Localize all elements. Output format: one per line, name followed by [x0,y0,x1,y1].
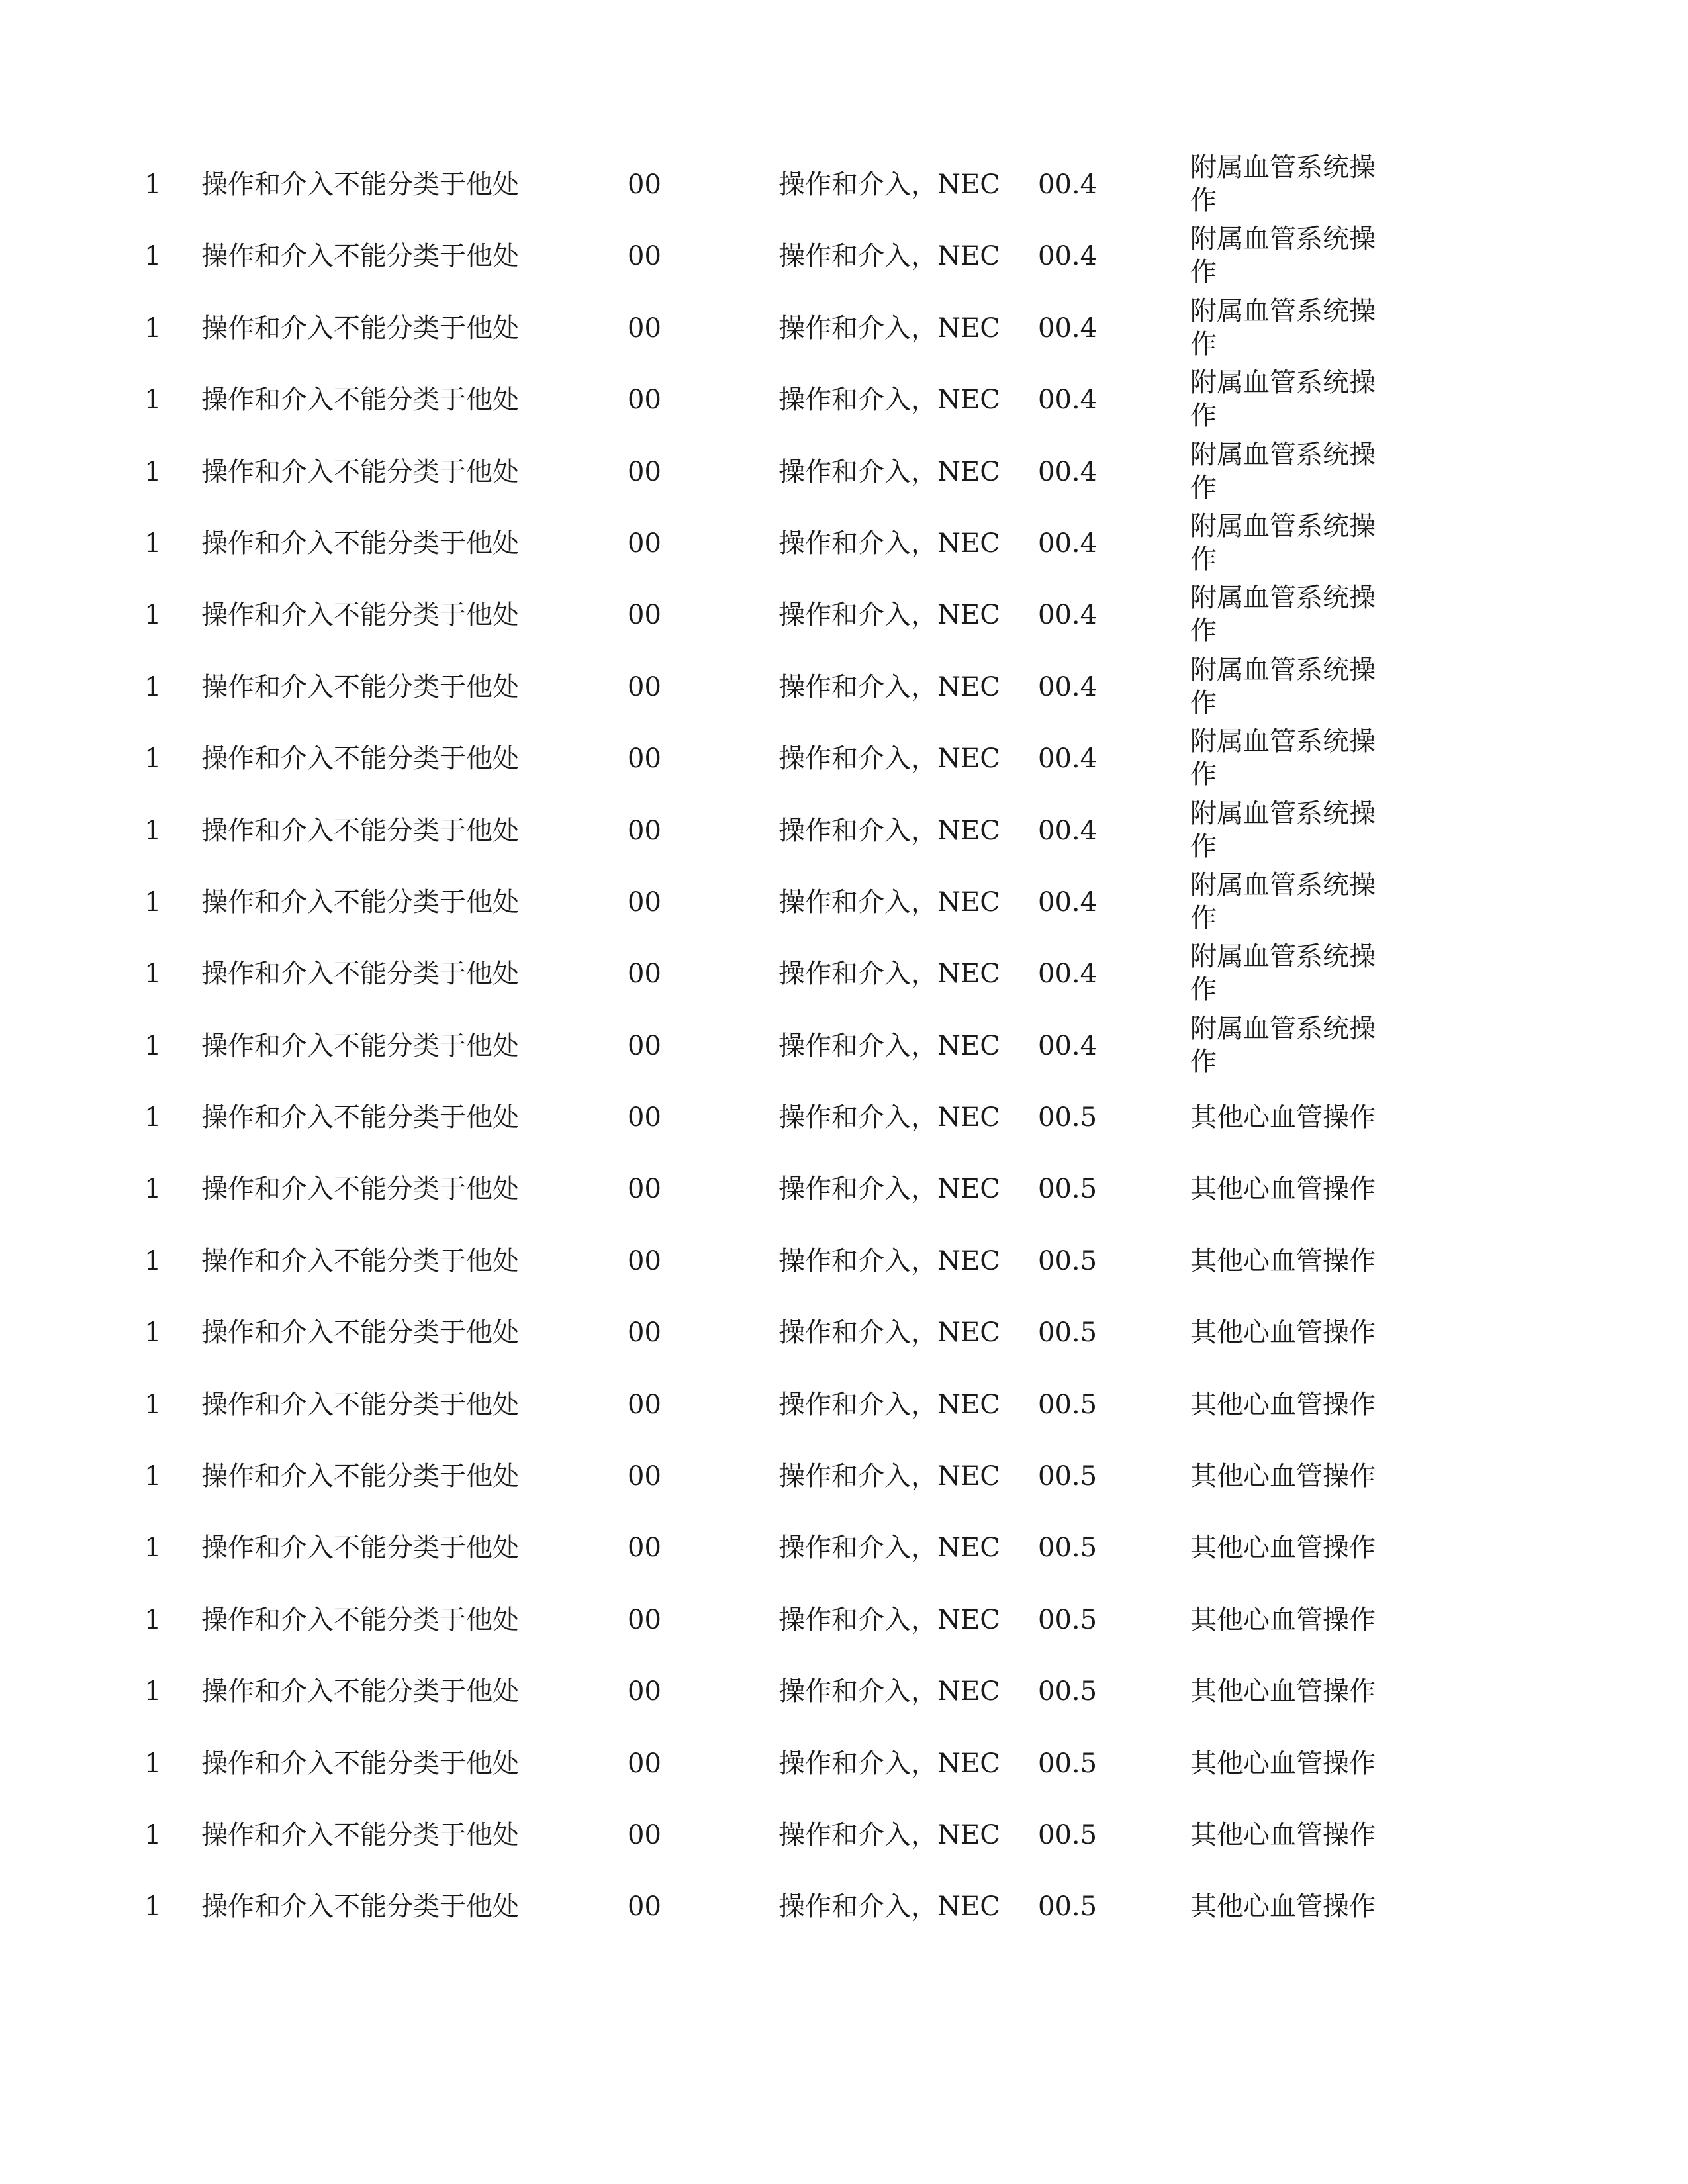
code-cell: 00 [628,886,661,918]
subname-cell: 其他心血管操作 [1190,1174,1376,1205]
level-cell: 1 [144,1102,162,1133]
chapter-cell: 操作和介入不能分类于他处 [201,671,519,702]
table-row [0,366,1688,438]
subname-cell: 附属血管系统操作 [1190,798,1376,862]
table-row [0,510,1688,581]
table-row [0,940,1688,1012]
subname-cell: 附属血管系统操作 [1190,510,1376,575]
subcode-cell: 00.5 [1038,1317,1098,1349]
chapter-cell: 操作和介入不能分类于他处 [201,815,519,846]
level-cell: 1 [144,1245,162,1276]
subcode-cell: 00.5 [1038,1102,1098,1133]
table-row [0,1514,1688,1586]
chapter-cell: 操作和介入不能分类于他处 [201,1819,519,1850]
level-cell: 1 [144,169,162,200]
code-cell: 00 [628,1102,661,1133]
level-cell: 1 [144,1676,162,1707]
section-cell: 操作和介入，NEC [778,1676,1000,1707]
subname-cell: 其他心血管操作 [1190,1389,1376,1420]
level-cell: 1 [144,385,162,416]
code-cell: 00 [628,671,661,702]
subcode-cell: 00.5 [1038,1245,1098,1276]
chapter-cell: 操作和介入不能分类于他处 [201,743,519,775]
chapter-cell: 操作和介入不能分类于他处 [201,886,519,918]
code-cell: 00 [628,1030,661,1061]
level-cell: 1 [144,1174,162,1205]
subname-cell: 附属血管系统操作 [1190,654,1376,718]
subcode-cell: 00.5 [1038,1461,1098,1492]
code-cell: 00 [628,528,661,559]
subname-cell: 附属血管系统操作 [1190,941,1376,1006]
subcode-cell: 00.5 [1038,1676,1098,1707]
table-row [0,725,1688,796]
table-row [0,1801,1688,1873]
section-cell: 操作和介入，NEC [778,1102,1000,1133]
section-cell: 操作和介入，NEC [778,1604,1000,1635]
table-row [0,1227,1688,1299]
section-cell: 操作和介入，NEC [778,1748,1000,1779]
subname-cell: 附属血管系统操作 [1190,295,1376,359]
code-cell: 00 [628,959,661,990]
code-cell: 00 [628,385,661,416]
subname-cell: 其他心血管操作 [1190,1317,1376,1349]
subname-cell: 附属血管系统操作 [1190,583,1376,647]
subcode-cell: 00.5 [1038,1891,1098,1923]
level-cell: 1 [144,1461,162,1492]
section-cell: 操作和介入，NEC [778,959,1000,990]
table-row [0,869,1688,940]
section-cell: 操作和介入，NEC [778,1174,1000,1205]
level-cell: 1 [144,886,162,918]
chapter-cell: 操作和介入不能分类于他处 [201,1461,519,1492]
code-cell: 00 [628,1389,661,1420]
table-row [0,438,1688,510]
subname-cell: 附属血管系统操作 [1190,726,1376,790]
code-cell: 00 [628,312,661,344]
chapter-cell: 操作和介入不能分类于他处 [201,241,519,272]
section-cell: 操作和介入，NEC [778,169,1000,200]
code-cell: 00 [628,1461,661,1492]
subcode-cell: 00.4 [1038,1030,1098,1061]
section-cell: 操作和介入，NEC [778,1461,1000,1492]
chapter-cell: 操作和介入不能分类于他处 [201,456,519,487]
chapter-cell: 操作和介入不能分类于他处 [201,1891,519,1923]
subname-cell: 其他心血管操作 [1190,1748,1376,1779]
subname-cell: 其他心血管操作 [1190,1533,1376,1564]
section-cell: 操作和介入，NEC [778,528,1000,559]
table-row [0,1155,1688,1227]
subname-cell: 其他心血管操作 [1190,1102,1376,1133]
table-row [0,1873,1688,1944]
subcode-cell: 00.4 [1038,528,1098,559]
subcode-cell: 00.4 [1038,456,1098,487]
code-cell: 00 [628,241,661,272]
section-cell: 操作和介入，NEC [778,385,1000,416]
code-cell: 00 [628,600,661,631]
level-cell: 1 [144,241,162,272]
chapter-cell: 操作和介入不能分类于他处 [201,1245,519,1276]
chapter-cell: 操作和介入不能分类于他处 [201,1102,519,1133]
level-cell: 1 [144,1317,162,1349]
chapter-cell: 操作和介入不能分类于他处 [201,312,519,344]
chapter-cell: 操作和介入不能分类于他处 [201,1317,519,1349]
level-cell: 1 [144,312,162,344]
chapter-cell: 操作和介入不能分类于他处 [201,169,519,200]
level-cell: 1 [144,1819,162,1850]
level-cell: 1 [144,671,162,702]
chapter-cell: 操作和介入不能分类于他处 [201,1748,519,1779]
table-row [0,1012,1688,1084]
level-cell: 1 [144,959,162,990]
code-cell: 00 [628,1533,661,1564]
chapter-cell: 操作和介入不能分类于他处 [201,959,519,990]
code-cell: 00 [628,1891,661,1923]
subcode-cell: 00.5 [1038,1533,1098,1564]
code-cell: 00 [628,1819,661,1850]
chapter-cell: 操作和介入不能分类于他处 [201,1676,519,1707]
section-cell: 操作和介入，NEC [778,1533,1000,1564]
subname-cell: 其他心血管操作 [1190,1604,1376,1635]
subcode-cell: 00.4 [1038,600,1098,631]
level-cell: 1 [144,1604,162,1635]
chapter-cell: 操作和介入不能分类于他处 [201,600,519,631]
section-cell: 操作和介入，NEC [778,1389,1000,1420]
code-cell: 00 [628,1245,661,1276]
section-cell: 操作和介入，NEC [778,1030,1000,1061]
subcode-cell: 00.5 [1038,1174,1098,1205]
level-cell: 1 [144,1891,162,1923]
subcode-cell: 00.4 [1038,743,1098,775]
level-cell: 1 [144,1533,162,1564]
subname-cell: 其他心血管操作 [1190,1819,1376,1850]
subcode-cell: 00.4 [1038,959,1098,990]
subcode-cell: 00.4 [1038,671,1098,702]
level-cell: 1 [144,600,162,631]
level-cell: 1 [144,456,162,487]
subcode-cell: 00.5 [1038,1604,1098,1635]
subcode-cell: 00.5 [1038,1819,1098,1850]
code-cell: 00 [628,1174,661,1205]
code-cell: 00 [628,815,661,846]
section-cell: 操作和介入，NEC [778,743,1000,775]
section-cell: 操作和介入，NEC [778,241,1000,272]
subname-cell: 附属血管系统操作 [1190,439,1376,503]
chapter-cell: 操作和介入不能分类于他处 [201,1174,519,1205]
table-row [0,1371,1688,1443]
table-row [0,295,1688,366]
chapter-cell: 操作和介入不能分类于他处 [201,1030,519,1061]
section-cell: 操作和介入，NEC [778,456,1000,487]
subname-cell: 附属血管系统操作 [1190,367,1376,432]
code-cell: 00 [628,743,661,775]
section-cell: 操作和介入，NEC [778,1317,1000,1349]
table-row [0,222,1688,294]
subname-cell: 附属血管系统操作 [1190,869,1376,933]
code-cell: 00 [628,169,661,200]
chapter-cell: 操作和介入不能分类于他处 [201,385,519,416]
subcode-cell: 00.4 [1038,169,1098,200]
table-row [0,1586,1688,1658]
code-cell: 00 [628,1604,661,1635]
table-row [0,581,1688,653]
chapter-cell: 操作和介入不能分类于他处 [201,528,519,559]
subname-cell: 附属血管系统操作 [1190,1013,1376,1077]
subcode-cell: 00.4 [1038,312,1098,344]
section-cell: 操作和介入，NEC [778,815,1000,846]
table-row [0,1084,1688,1155]
subcode-cell: 00.4 [1038,886,1098,918]
subname-cell: 附属血管系统操作 [1190,224,1376,288]
level-cell: 1 [144,1030,162,1061]
code-cell: 00 [628,1748,661,1779]
table-row [0,1443,1688,1514]
section-cell: 操作和介入，NEC [778,1819,1000,1850]
subname-cell: 其他心血管操作 [1190,1676,1376,1707]
table-row [0,653,1688,725]
chapter-cell: 操作和介入不能分类于他处 [201,1604,519,1635]
chapter-cell: 操作和介入不能分类于他处 [201,1533,519,1564]
code-cell: 00 [628,456,661,487]
level-cell: 1 [144,743,162,775]
level-cell: 1 [144,815,162,846]
chapter-cell: 操作和介入不能分类于他处 [201,1389,519,1420]
subname-cell: 附属血管系统操作 [1190,152,1376,216]
section-cell: 操作和介入，NEC [778,886,1000,918]
table-row [0,1299,1688,1370]
section-cell: 操作和介入，NEC [778,600,1000,631]
table-row [0,151,1688,222]
level-cell: 1 [144,1748,162,1779]
code-cell: 00 [628,1317,661,1349]
subname-cell: 其他心血管操作 [1190,1891,1376,1923]
subcode-cell: 00.4 [1038,385,1098,416]
level-cell: 1 [144,1389,162,1420]
section-cell: 操作和介入，NEC [778,671,1000,702]
section-cell: 操作和介入，NEC [778,1245,1000,1276]
subname-cell: 其他心血管操作 [1190,1245,1376,1276]
code-table [0,151,1688,1945]
section-cell: 操作和介入，NEC [778,312,1000,344]
section-cell: 操作和介入，NEC [778,1891,1000,1923]
subcode-cell: 00.4 [1038,241,1098,272]
table-row [0,1730,1688,1801]
subname-cell: 其他心血管操作 [1190,1461,1376,1492]
subcode-cell: 00.5 [1038,1748,1098,1779]
table-row [0,797,1688,869]
subcode-cell: 00.4 [1038,815,1098,846]
code-cell: 00 [628,1676,661,1707]
table-row [0,1658,1688,1729]
level-cell: 1 [144,528,162,559]
subcode-cell: 00.5 [1038,1389,1098,1420]
